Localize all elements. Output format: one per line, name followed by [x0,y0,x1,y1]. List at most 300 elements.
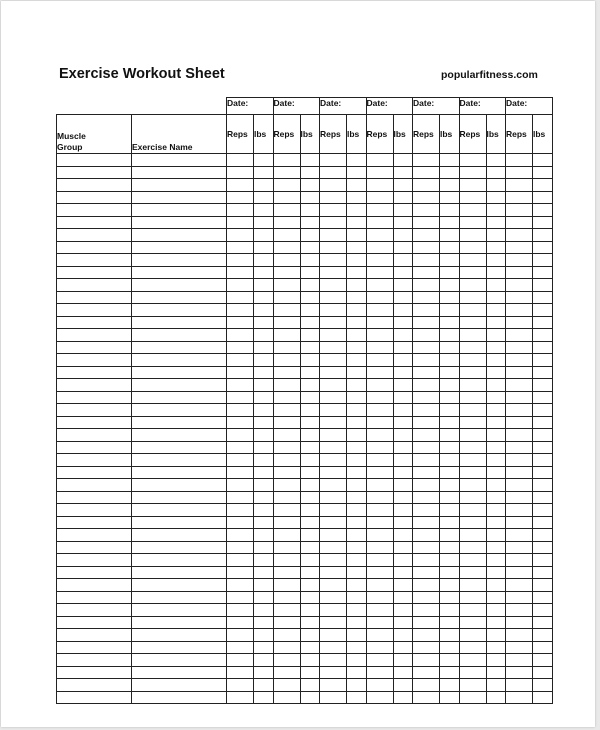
lbs-cell[interactable] [347,354,367,367]
reps-cell[interactable] [366,679,393,692]
reps-cell[interactable] [506,279,533,292]
lbs-cell[interactable] [393,341,413,354]
lbs-cell[interactable] [533,591,553,604]
lbs-cell[interactable] [533,566,553,579]
reps-cell[interactable] [459,216,486,229]
reps-cell[interactable] [459,454,486,467]
exercise-name-cell[interactable] [132,354,227,367]
lbs-cell[interactable] [533,204,553,217]
lbs-cell[interactable] [300,304,320,317]
lbs-cell[interactable] [486,654,506,667]
reps-cell[interactable] [227,679,254,692]
lbs-cell[interactable] [347,466,367,479]
reps-cell[interactable] [227,329,254,342]
reps-cell[interactable] [273,616,300,629]
lbs-cell[interactable] [300,204,320,217]
lbs-cell[interactable] [486,666,506,679]
reps-cell[interactable] [459,354,486,367]
lbs-cell[interactable] [254,529,274,542]
lbs-cell[interactable] [440,679,460,692]
reps-cell[interactable] [273,191,300,204]
reps-cell[interactable] [506,616,533,629]
reps-cell[interactable] [459,679,486,692]
lbs-cell[interactable] [254,579,274,592]
lbs-cell[interactable] [347,179,367,192]
lbs-cell[interactable] [393,591,413,604]
lbs-cell[interactable] [347,341,367,354]
reps-cell[interactable] [459,541,486,554]
lbs-cell[interactable] [486,229,506,242]
reps-cell[interactable] [506,579,533,592]
reps-cell[interactable] [320,504,347,517]
reps-cell[interactable] [320,179,347,192]
reps-cell[interactable] [413,266,440,279]
lbs-cell[interactable] [347,154,367,167]
lbs-cell[interactable] [347,479,367,492]
reps-cell[interactable] [273,554,300,567]
reps-cell[interactable] [227,166,254,179]
reps-cell[interactable] [273,491,300,504]
reps-cell[interactable] [413,579,440,592]
lbs-cell[interactable] [393,366,413,379]
reps-cell[interactable] [459,166,486,179]
reps-cell[interactable] [506,604,533,617]
muscle-group-cell[interactable] [57,616,132,629]
reps-cell[interactable] [413,216,440,229]
lbs-cell[interactable] [533,191,553,204]
reps-cell[interactable] [320,404,347,417]
reps-cell[interactable] [506,216,533,229]
reps-cell[interactable] [459,391,486,404]
lbs-cell[interactable] [440,254,460,267]
lbs-cell[interactable] [300,654,320,667]
muscle-group-cell[interactable] [57,504,132,517]
exercise-name-cell[interactable] [132,279,227,292]
lbs-cell[interactable] [533,266,553,279]
reps-cell[interactable] [413,591,440,604]
reps-cell[interactable] [227,191,254,204]
reps-cell[interactable] [320,166,347,179]
lbs-cell[interactable] [533,241,553,254]
exercise-name-cell[interactable] [132,516,227,529]
reps-cell[interactable] [506,516,533,529]
reps-cell[interactable] [227,416,254,429]
reps-cell[interactable] [459,404,486,417]
reps-cell[interactable] [273,166,300,179]
lbs-cell[interactable] [393,466,413,479]
reps-cell[interactable] [413,691,440,704]
lbs-cell[interactable] [347,266,367,279]
lbs-cell[interactable] [254,466,274,479]
reps-cell[interactable] [366,179,393,192]
lbs-cell[interactable] [440,166,460,179]
lbs-cell[interactable] [393,179,413,192]
muscle-group-cell[interactable] [57,591,132,604]
lbs-cell[interactable] [486,504,506,517]
lbs-cell[interactable] [347,591,367,604]
reps-cell[interactable] [506,466,533,479]
lbs-cell[interactable] [533,354,553,367]
exercise-name-cell[interactable] [132,579,227,592]
reps-cell[interactable] [366,366,393,379]
reps-cell[interactable] [506,541,533,554]
reps-cell[interactable] [273,366,300,379]
reps-cell[interactable] [413,191,440,204]
lbs-cell[interactable] [393,404,413,417]
reps-cell[interactable] [273,454,300,467]
exercise-name-cell[interactable] [132,329,227,342]
exercise-name-cell[interactable] [132,504,227,517]
lbs-cell[interactable] [347,566,367,579]
lbs-cell[interactable] [300,566,320,579]
reps-cell[interactable] [506,654,533,667]
lbs-cell[interactable] [347,604,367,617]
exercise-name-cell[interactable] [132,591,227,604]
reps-cell[interactable] [413,429,440,442]
lbs-cell[interactable] [486,679,506,692]
lbs-cell[interactable] [393,629,413,642]
lbs-cell[interactable] [440,266,460,279]
lbs-cell[interactable] [254,366,274,379]
reps-cell[interactable] [459,341,486,354]
reps-cell[interactable] [227,204,254,217]
reps-cell[interactable] [413,304,440,317]
lbs-cell[interactable] [533,641,553,654]
reps-cell[interactable] [273,204,300,217]
reps-cell[interactable] [366,691,393,704]
lbs-cell[interactable] [347,404,367,417]
lbs-cell[interactable] [300,179,320,192]
lbs-cell[interactable] [347,554,367,567]
muscle-group-cell[interactable] [57,316,132,329]
reps-cell[interactable] [273,541,300,554]
exercise-name-cell[interactable] [132,679,227,692]
lbs-cell[interactable] [440,179,460,192]
lbs-cell[interactable] [533,616,553,629]
lbs-cell[interactable] [347,454,367,467]
lbs-cell[interactable] [486,166,506,179]
muscle-group-cell[interactable] [57,679,132,692]
exercise-name-cell[interactable] [132,366,227,379]
lbs-cell[interactable] [347,429,367,442]
reps-cell[interactable] [366,541,393,554]
reps-cell[interactable] [506,366,533,379]
lbs-cell[interactable] [486,429,506,442]
lbs-cell[interactable] [254,516,274,529]
reps-cell[interactable] [320,541,347,554]
reps-cell[interactable] [413,541,440,554]
lbs-cell[interactable] [300,466,320,479]
lbs-cell[interactable] [300,504,320,517]
lbs-cell[interactable] [254,654,274,667]
lbs-cell[interactable] [486,291,506,304]
lbs-cell[interactable] [440,354,460,367]
muscle-group-cell[interactable] [57,379,132,392]
lbs-cell[interactable] [533,404,553,417]
muscle-group-cell[interactable] [57,266,132,279]
reps-cell[interactable] [227,554,254,567]
reps-cell[interactable] [459,241,486,254]
reps-cell[interactable] [320,366,347,379]
lbs-cell[interactable] [533,454,553,467]
lbs-cell[interactable] [486,391,506,404]
reps-cell[interactable] [273,404,300,417]
reps-cell[interactable] [227,366,254,379]
reps-cell[interactable] [506,529,533,542]
exercise-name-cell[interactable] [132,304,227,317]
reps-cell[interactable] [227,304,254,317]
reps-cell[interactable] [459,641,486,654]
lbs-cell[interactable] [393,191,413,204]
lbs-cell[interactable] [486,254,506,267]
lbs-cell[interactable] [393,216,413,229]
muscle-group-cell[interactable] [57,229,132,242]
lbs-cell[interactable] [300,379,320,392]
exercise-name-cell[interactable] [132,266,227,279]
reps-cell[interactable] [459,229,486,242]
reps-cell[interactable] [459,479,486,492]
exercise-name-cell[interactable] [132,454,227,467]
lbs-cell[interactable] [300,454,320,467]
lbs-cell[interactable] [486,529,506,542]
reps-cell[interactable] [413,654,440,667]
lbs-cell[interactable] [347,241,367,254]
reps-cell[interactable] [227,466,254,479]
reps-cell[interactable] [320,691,347,704]
exercise-name-cell[interactable] [132,341,227,354]
lbs-cell[interactable] [486,579,506,592]
reps-cell[interactable] [273,566,300,579]
reps-cell[interactable] [320,454,347,467]
lbs-cell[interactable] [486,341,506,354]
muscle-group-cell[interactable] [57,166,132,179]
lbs-cell[interactable] [300,279,320,292]
reps-cell[interactable] [227,404,254,417]
lbs-cell[interactable] [393,354,413,367]
lbs-cell[interactable] [393,616,413,629]
lbs-cell[interactable] [533,516,553,529]
reps-cell[interactable] [459,516,486,529]
lbs-cell[interactable] [440,441,460,454]
reps-cell[interactable] [273,479,300,492]
reps-cell[interactable] [506,179,533,192]
lbs-cell[interactable] [440,616,460,629]
reps-cell[interactable] [506,666,533,679]
lbs-cell[interactable] [393,379,413,392]
lbs-cell[interactable] [254,491,274,504]
reps-cell[interactable] [459,566,486,579]
reps-cell[interactable] [506,341,533,354]
reps-cell[interactable] [273,316,300,329]
reps-cell[interactable] [273,291,300,304]
lbs-cell[interactable] [440,404,460,417]
reps-cell[interactable] [320,654,347,667]
exercise-name-cell[interactable] [132,554,227,567]
reps-cell[interactable] [320,491,347,504]
lbs-cell[interactable] [254,541,274,554]
lbs-cell[interactable] [533,154,553,167]
lbs-cell[interactable] [254,241,274,254]
reps-cell[interactable] [273,691,300,704]
lbs-cell[interactable] [347,516,367,529]
lbs-cell[interactable] [300,241,320,254]
reps-cell[interactable] [413,479,440,492]
lbs-cell[interactable] [393,529,413,542]
exercise-name-cell[interactable] [132,491,227,504]
lbs-cell[interactable] [300,266,320,279]
exercise-name-cell[interactable] [132,666,227,679]
reps-cell[interactable] [366,654,393,667]
reps-cell[interactable] [459,154,486,167]
reps-cell[interactable] [366,479,393,492]
muscle-group-cell[interactable] [57,329,132,342]
lbs-cell[interactable] [440,379,460,392]
lbs-cell[interactable] [533,679,553,692]
reps-cell[interactable] [366,204,393,217]
lbs-cell[interactable] [300,316,320,329]
lbs-cell[interactable] [300,529,320,542]
reps-cell[interactable] [320,341,347,354]
muscle-group-cell[interactable] [57,604,132,617]
reps-cell[interactable] [273,279,300,292]
lbs-cell[interactable] [486,516,506,529]
reps-cell[interactable] [413,416,440,429]
reps-cell[interactable] [227,229,254,242]
lbs-cell[interactable] [300,591,320,604]
reps-cell[interactable] [413,666,440,679]
lbs-cell[interactable] [486,616,506,629]
muscle-group-cell[interactable] [57,254,132,267]
lbs-cell[interactable] [486,191,506,204]
reps-cell[interactable] [273,466,300,479]
lbs-cell[interactable] [440,391,460,404]
lbs-cell[interactable] [440,291,460,304]
reps-cell[interactable] [413,279,440,292]
lbs-cell[interactable] [486,279,506,292]
reps-cell[interactable] [227,654,254,667]
reps-cell[interactable] [506,504,533,517]
muscle-group-cell[interactable] [57,366,132,379]
reps-cell[interactable] [413,291,440,304]
reps-cell[interactable] [459,416,486,429]
reps-cell[interactable] [366,266,393,279]
lbs-cell[interactable] [533,379,553,392]
reps-cell[interactable] [320,429,347,442]
reps-cell[interactable] [320,591,347,604]
exercise-name-cell[interactable] [132,429,227,442]
muscle-group-cell[interactable] [57,216,132,229]
reps-cell[interactable] [273,629,300,642]
lbs-cell[interactable] [347,391,367,404]
lbs-cell[interactable] [486,416,506,429]
lbs-cell[interactable] [300,666,320,679]
lbs-cell[interactable] [393,541,413,554]
reps-cell[interactable] [413,179,440,192]
reps-cell[interactable] [506,679,533,692]
reps-cell[interactable] [320,604,347,617]
lbs-cell[interactable] [440,366,460,379]
reps-cell[interactable] [273,304,300,317]
reps-cell[interactable] [227,691,254,704]
reps-cell[interactable] [227,241,254,254]
reps-cell[interactable] [506,641,533,654]
lbs-cell[interactable] [486,541,506,554]
reps-cell[interactable] [366,316,393,329]
reps-cell[interactable] [413,516,440,529]
reps-cell[interactable] [459,366,486,379]
reps-cell[interactable] [320,416,347,429]
reps-cell[interactable] [273,266,300,279]
muscle-group-cell[interactable] [57,279,132,292]
lbs-cell[interactable] [393,329,413,342]
reps-cell[interactable] [227,441,254,454]
reps-cell[interactable] [459,554,486,567]
lbs-cell[interactable] [254,479,274,492]
lbs-cell[interactable] [393,491,413,504]
lbs-cell[interactable] [533,541,553,554]
reps-cell[interactable] [459,666,486,679]
lbs-cell[interactable] [254,191,274,204]
lbs-cell[interactable] [300,641,320,654]
reps-cell[interactable] [273,179,300,192]
lbs-cell[interactable] [533,691,553,704]
lbs-cell[interactable] [393,654,413,667]
reps-cell[interactable] [413,404,440,417]
reps-cell[interactable] [413,379,440,392]
lbs-cell[interactable] [254,679,274,692]
reps-cell[interactable] [413,329,440,342]
reps-cell[interactable] [366,579,393,592]
lbs-cell[interactable] [440,466,460,479]
reps-cell[interactable] [320,216,347,229]
lbs-cell[interactable] [440,516,460,529]
lbs-cell[interactable] [300,416,320,429]
reps-cell[interactable] [506,566,533,579]
muscle-group-cell[interactable] [57,304,132,317]
lbs-cell[interactable] [393,691,413,704]
reps-cell[interactable] [366,504,393,517]
reps-cell[interactable] [273,254,300,267]
lbs-cell[interactable] [300,329,320,342]
reps-cell[interactable] [506,329,533,342]
reps-cell[interactable] [459,254,486,267]
lbs-cell[interactable] [440,691,460,704]
lbs-cell[interactable] [533,629,553,642]
reps-cell[interactable] [227,341,254,354]
reps-cell[interactable] [320,354,347,367]
lbs-cell[interactable] [440,491,460,504]
reps-cell[interactable] [459,191,486,204]
reps-cell[interactable] [459,529,486,542]
muscle-group-cell[interactable] [57,429,132,442]
reps-cell[interactable] [506,191,533,204]
lbs-cell[interactable] [440,654,460,667]
lbs-cell[interactable] [300,579,320,592]
lbs-cell[interactable] [533,466,553,479]
lbs-cell[interactable] [440,329,460,342]
reps-cell[interactable] [459,604,486,617]
reps-cell[interactable] [459,491,486,504]
lbs-cell[interactable] [440,229,460,242]
lbs-cell[interactable] [486,154,506,167]
lbs-cell[interactable] [533,416,553,429]
lbs-cell[interactable] [486,366,506,379]
lbs-cell[interactable] [393,666,413,679]
lbs-cell[interactable] [393,291,413,304]
lbs-cell[interactable] [300,191,320,204]
reps-cell[interactable] [506,204,533,217]
exercise-name-cell[interactable] [132,529,227,542]
